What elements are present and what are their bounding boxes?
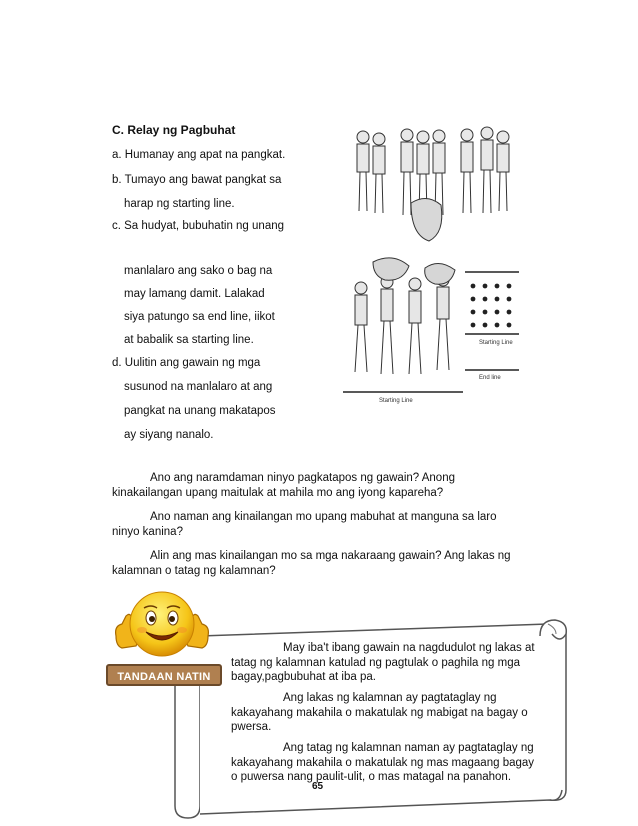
question-2-line-1: Ano naman ang kinailangan mo upang mabuhat at manguna sa laro — [150, 511, 497, 523]
question-1-line-1: Ano ang naramdaman ninyo pagkatapos ng gawain? Anong — [150, 472, 455, 484]
question-3-line-2: kalamnan o tatag ng kalamnan? — [112, 565, 276, 577]
end-line-label: End line — [479, 375, 501, 381]
question-3-line-1: Alin ang mas kinailangan mo sa mga nakaraang gawain? Ang lakas ng — [150, 550, 511, 562]
tandaan-paragraph-3 — [231, 741, 551, 785]
step-line: d. Uulitin ang gawain ng mga — [112, 357, 261, 369]
section-heading: C. Relay ng Pagbuhat — [112, 123, 236, 137]
step-line: at babalik sa starting line. — [124, 334, 254, 346]
step-line: harap ng starting line. — [124, 198, 235, 210]
step-line: b. Tumayo ang bawat pangkat sa — [112, 174, 282, 186]
page-number: 65 — [312, 781, 324, 792]
tandaan-p1-line-3: bagay,pagbubuhat at iba pa. — [231, 671, 376, 683]
tandaan-paragraph-2 — [231, 691, 551, 735]
question-1-line-2: kinakailangan upang maitulak at mahila mo ang iyong kapareha? — [112, 487, 444, 499]
tandaan-p2-line-1: Ang lakas ng kalamnan ay pagtataglay ng — [283, 692, 497, 704]
tandaan-p2-line-2: kakayahang makahila o makatulak ng mabigat na bagay o — [231, 706, 528, 719]
starting-line-label: Starting Line — [479, 340, 513, 346]
step-line: ay siyang nanalo. — [124, 429, 214, 441]
thumbs-up-emoji-icon — [110, 586, 214, 666]
step-line: c. Sa hudyat, bubuhatin ng unang — [112, 220, 285, 232]
tandaan-p1-line-1: May iba't ibang gawain na nagdudulot ng lakas at — [283, 642, 535, 654]
question-2-line-2: ninyo kanina? — [112, 526, 183, 538]
bottom-starting-line-label: Starting Line — [379, 398, 413, 404]
tandaan-p3-line-2: kakayahang makahila o makatulak ng mas magaang bagay — [231, 756, 535, 769]
step-line: siya patungo sa end line, iikot — [124, 311, 275, 323]
tandaan-natin-sign: TANDAAN NATIN — [106, 664, 222, 686]
step-line: pangkat na unang makatapos — [124, 405, 276, 417]
tandaan-paragraph-1 — [231, 641, 551, 685]
step-line: a. Humanay ang apat na pangkat. — [112, 149, 286, 161]
step-line: may lamang damit. Lalakad — [124, 288, 265, 300]
tandaan-p3-line-1: Ang tatag ng kalamnan naman ay pagtataglay ng — [283, 742, 534, 754]
tandaan-p3-line-3: o puwersa nang paulit-ulit, o mas matagal na panahon. — [231, 771, 512, 783]
step-line: susunod na manlalaro at ang — [124, 381, 273, 393]
tandaan-p1-line-2: tatag ng kalamnan katulad ng pagtulak o paghila ng mga — [231, 656, 520, 669]
tandaan-p2-line-3: pwersa. — [231, 721, 272, 733]
step-line: manlalaro ang sako o bag na — [124, 265, 273, 277]
